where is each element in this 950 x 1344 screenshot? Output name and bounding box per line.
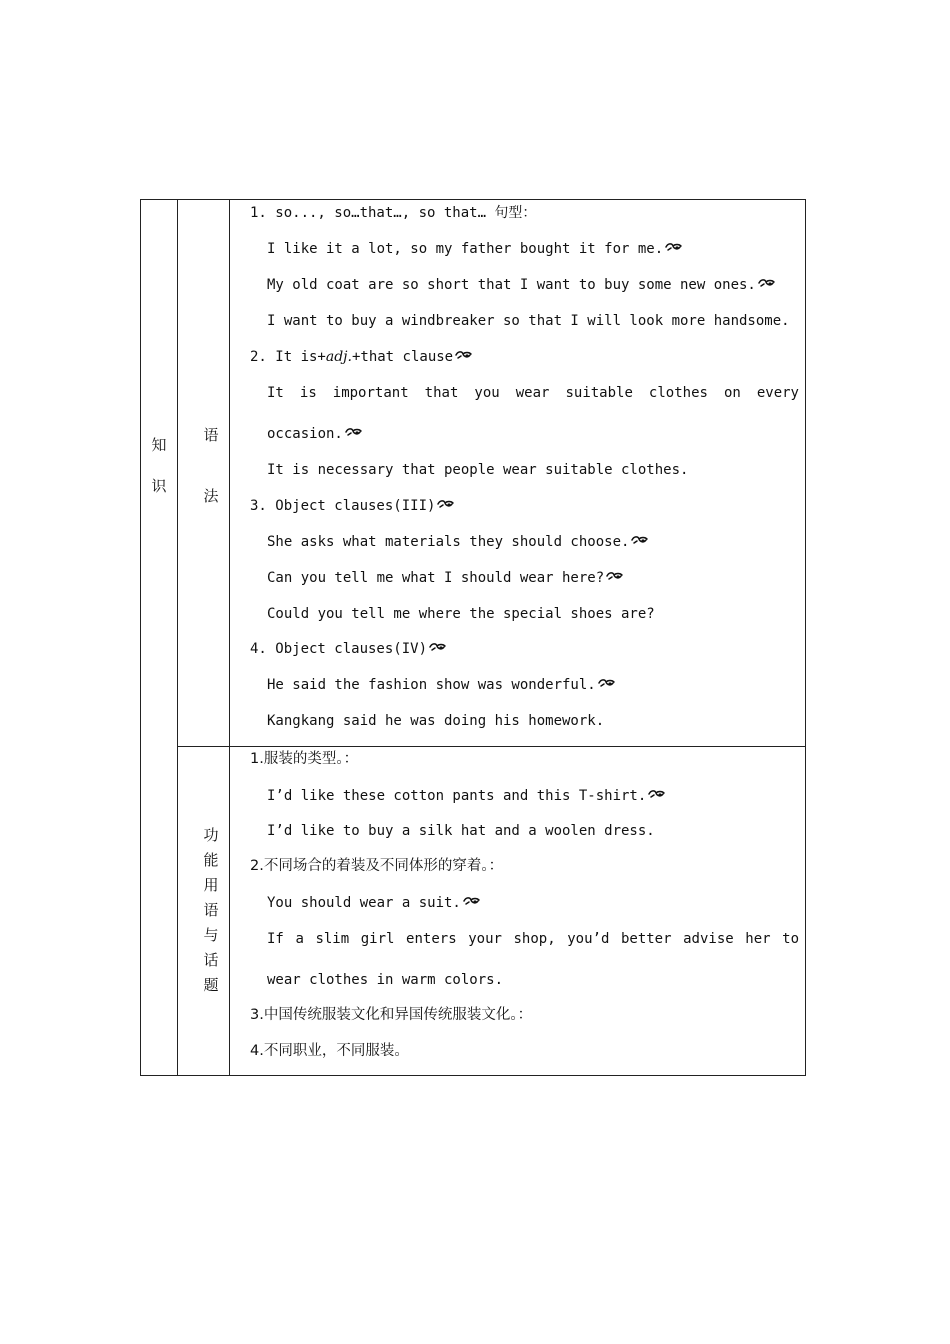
topic-heading: 1.服装的类型。：	[250, 751, 359, 767]
topic-heading: 2.不同场合的着装及不同体形的穿着。：	[250, 858, 504, 874]
rabbit-mark-icon	[437, 499, 454, 513]
subcategory-char: 用	[203, 876, 219, 894]
subcategory-char: 法	[203, 487, 219, 505]
example-sentence: Could you tell me where the special shoes are?	[267, 606, 655, 622]
row-divider	[177, 746, 805, 747]
rabbit-mark-icon	[455, 350, 472, 364]
topic-heading: 4.不同职业，不同服装。	[250, 1043, 409, 1059]
grammar-point-heading: 4. Object clauses(IV)	[250, 642, 446, 656]
topic-heading: 3.中国传统服装文化和异国传统服装文化。：	[250, 1007, 533, 1023]
rabbit-mark-icon	[631, 535, 648, 549]
column-divider-2	[229, 200, 230, 1075]
example-sentence: occasion.	[267, 427, 362, 441]
example-sentence: It is necessary that people wear suitable clothes.	[267, 462, 689, 478]
rabbit-mark-icon	[665, 242, 682, 256]
rabbit-mark-icon	[429, 642, 446, 656]
subcategory-char: 功	[203, 826, 219, 844]
example-sentence: I like it a lot, so my father bought it for me.	[267, 242, 682, 256]
example-sentence: I want to buy a windbreaker so that I will look more handsome.	[267, 313, 790, 329]
rabbit-mark-icon	[345, 427, 362, 441]
rabbit-mark-icon	[598, 678, 615, 692]
rabbit-mark-icon	[758, 278, 775, 292]
subcategory-char: 语	[203, 901, 219, 919]
grammar-point-heading: 3. Object clauses(III)	[250, 499, 454, 513]
rabbit-mark-icon	[606, 571, 623, 585]
example-sentence: My old coat are so short that I want to buy some new ones.	[267, 278, 775, 292]
example-sentence: wear clothes in warm colors.	[267, 972, 504, 988]
column-divider-1	[177, 200, 178, 1075]
example-sentence: She asks what materials they should choose.	[267, 535, 648, 549]
grammar-point-heading: 1. so..., so…that…, so that… 句型：	[250, 205, 537, 221]
example-sentence: If a slim girl enters your shop, you’d better advise her to	[267, 931, 799, 947]
example-sentence: He said the fashion show was wonderful.	[267, 678, 615, 692]
grammar-table	[140, 199, 806, 1076]
example-sentence: I’d like these cotton pants and this T-shirt.	[267, 789, 665, 803]
subcategory-char: 话	[203, 951, 219, 969]
subcategory-char: 语	[203, 426, 219, 444]
subcategory-char: 能	[203, 851, 219, 869]
subcategory-char: 与	[203, 926, 219, 944]
category-char: 知	[151, 436, 167, 454]
example-sentence: It is important that you wear suitable clothes on every	[267, 385, 799, 401]
rabbit-mark-icon	[463, 896, 480, 910]
example-sentence: You should wear a suit.	[267, 896, 480, 910]
example-sentence: Kangkang said he was doing his homework.	[267, 713, 605, 729]
example-sentence: Can you tell me what I should wear here?	[267, 571, 623, 585]
example-sentence: I’d like to buy a silk hat and a woolen dress.	[267, 823, 655, 839]
rabbit-mark-icon	[648, 789, 665, 803]
subcategory-char: 题	[203, 976, 219, 994]
grammar-point-heading: 2. It is+adj.+that clause	[250, 350, 472, 364]
category-char: 识	[151, 477, 167, 495]
